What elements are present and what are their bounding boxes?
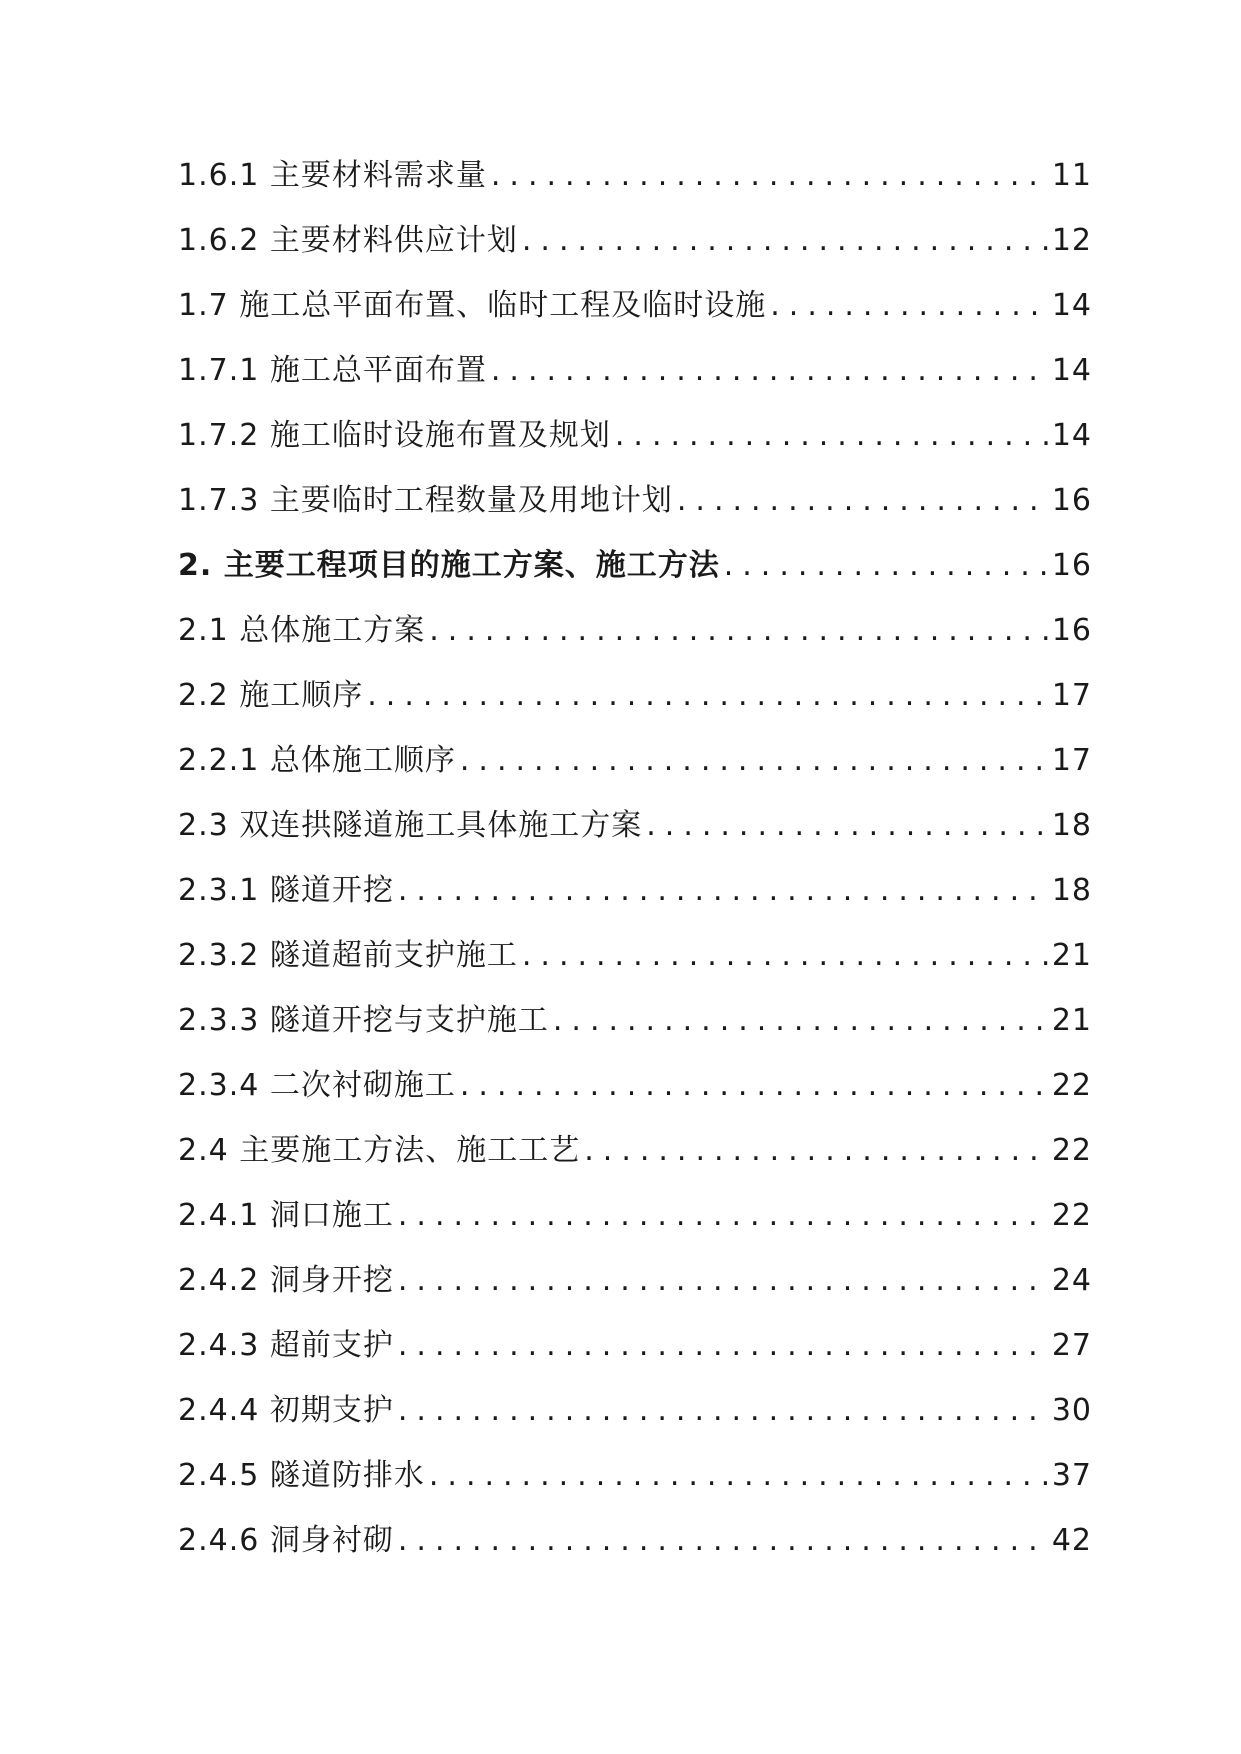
toc-entry[interactable] <box>178 995 1092 1060</box>
toc-entry[interactable] <box>178 215 1092 280</box>
toc-dot-leader <box>615 418 1048 453</box>
toc-entry-page-number: 16 <box>1051 548 1092 583</box>
toc-dot-leader <box>491 158 1048 193</box>
toc-entry-title: 1.7.3 主要临时工程数量及用地计划 <box>178 483 673 518</box>
toc-entry-title: 2.3 双连拱隧道施工具体施工方案 <box>178 808 643 843</box>
toc-entry[interactable] <box>178 1190 1092 1255</box>
toc-entry-title: 1.7 施工总平面布置、临时工程及临时设施 <box>178 288 767 323</box>
toc-entry-page-number: 21 <box>1051 938 1092 973</box>
toc-entry-page-number: 22 <box>1051 1068 1092 1103</box>
toc-entry-title: 2.2.1 总体施工顺序 <box>178 743 456 778</box>
toc-entry-title: 2.3.3 隧道开挖与支护施工 <box>178 1003 549 1038</box>
toc-dot-leader <box>398 1198 1048 1233</box>
toc-entry[interactable] <box>178 1515 1092 1580</box>
toc-entry-title: 2.4.4 初期支护 <box>178 1393 394 1428</box>
toc-dot-leader <box>646 808 1048 843</box>
toc-entry-title: 2.4.2 洞身开挖 <box>178 1263 394 1298</box>
toc-entry-title: 1.6.1 主要材料需求量 <box>178 158 487 193</box>
toc-entry-title: 1.6.2 主要材料供应计划 <box>178 223 518 258</box>
toc-entry-page-number: 27 <box>1051 1328 1092 1363</box>
toc-entry-title: 2. 主要工程项目的施工方案、施工方法 <box>178 548 720 583</box>
toc-dot-leader <box>770 288 1048 323</box>
toc-entry[interactable] <box>178 1125 1092 1190</box>
toc-entry-page-number: 16 <box>1051 483 1092 518</box>
toc-entry-title: 2.3.1 隧道开挖 <box>178 873 394 908</box>
toc-entry[interactable] <box>178 800 1092 865</box>
toc-entry-page-number: 22 <box>1051 1198 1092 1233</box>
toc-entry-title: 2.3.4 二次衬砌施工 <box>178 1068 456 1103</box>
toc-entry-title: 2.4.6 洞身衬砌 <box>178 1523 394 1558</box>
toc-dot-leader <box>429 1458 1048 1493</box>
toc-dot-leader <box>460 1068 1048 1103</box>
toc-dot-leader <box>553 1003 1048 1038</box>
toc-entry-title: 2.1 总体施工方案 <box>178 613 426 648</box>
toc-entry[interactable] <box>178 930 1092 995</box>
toc-dot-leader <box>724 548 1048 583</box>
toc-dot-leader <box>491 353 1048 388</box>
toc-entry-page-number: 17 <box>1051 678 1092 713</box>
toc-entry-title: 2.3.2 隧道超前支护施工 <box>178 938 518 973</box>
toc-dot-leader <box>522 223 1048 258</box>
toc-entry-title: 2.4.3 超前支护 <box>178 1328 394 1363</box>
toc-entry-page-number: 12 <box>1051 223 1092 258</box>
toc-dot-leader <box>460 743 1048 778</box>
toc-entry[interactable] <box>178 1320 1092 1385</box>
toc-entry-page-number: 30 <box>1051 1393 1092 1428</box>
toc-entry-page-number: 11 <box>1051 158 1092 193</box>
toc-entry-page-number: 17 <box>1051 743 1092 778</box>
toc-entry[interactable] <box>178 865 1092 930</box>
toc-entry[interactable] <box>178 735 1092 800</box>
toc-entry[interactable] <box>178 150 1092 215</box>
toc-dot-leader <box>398 1328 1048 1363</box>
toc-entry-page-number: 14 <box>1051 288 1092 323</box>
toc-entry-title: 2.2 施工顺序 <box>178 678 364 713</box>
toc-entry-page-number: 22 <box>1051 1133 1092 1168</box>
toc-entry-page-number: 16 <box>1051 613 1092 648</box>
toc-entry[interactable] <box>178 670 1092 735</box>
toc-entry-page-number: 42 <box>1051 1523 1092 1558</box>
toc-dot-leader <box>398 873 1048 908</box>
toc-dot-leader <box>584 1133 1048 1168</box>
toc-entry[interactable] <box>178 1255 1092 1320</box>
table-of-contents <box>178 150 1092 1580</box>
toc-dot-leader <box>398 1393 1048 1428</box>
toc-entry-title: 2.4.5 隧道防排水 <box>178 1458 425 1493</box>
toc-dot-leader <box>367 678 1048 713</box>
toc-entry-page-number: 37 <box>1051 1458 1092 1493</box>
toc-entry-title: 1.7.1 施工总平面布置 <box>178 353 487 388</box>
toc-entry-page-number: 24 <box>1051 1263 1092 1298</box>
toc-entry[interactable] <box>178 410 1092 475</box>
toc-entry-page-number: 18 <box>1051 873 1092 908</box>
toc-entry[interactable] <box>178 605 1092 670</box>
toc-entry-page-number: 14 <box>1051 353 1092 388</box>
toc-entry-page-number: 21 <box>1051 1003 1092 1038</box>
toc-dot-leader <box>677 483 1048 518</box>
toc-dot-leader <box>522 938 1048 973</box>
toc-entry[interactable] <box>178 1385 1092 1450</box>
toc-entry[interactable] <box>178 475 1092 540</box>
toc-entry-title: 2.4.1 洞口施工 <box>178 1198 394 1233</box>
toc-entry[interactable] <box>178 1450 1092 1515</box>
toc-dot-leader <box>398 1523 1048 1558</box>
toc-entry[interactable] <box>178 1060 1092 1125</box>
toc-entry-title: 2.4 主要施工方法、施工工艺 <box>178 1133 581 1168</box>
toc-dot-leader <box>398 1263 1048 1298</box>
toc-dot-leader <box>429 613 1048 648</box>
toc-entry[interactable] <box>178 280 1092 345</box>
toc-entry-page-number: 18 <box>1051 808 1092 843</box>
toc-entry-title: 1.7.2 施工临时设施布置及规划 <box>178 418 611 453</box>
toc-entry[interactable] <box>178 540 1092 605</box>
toc-entry[interactable] <box>178 345 1092 410</box>
toc-entry-page-number: 14 <box>1051 418 1092 453</box>
